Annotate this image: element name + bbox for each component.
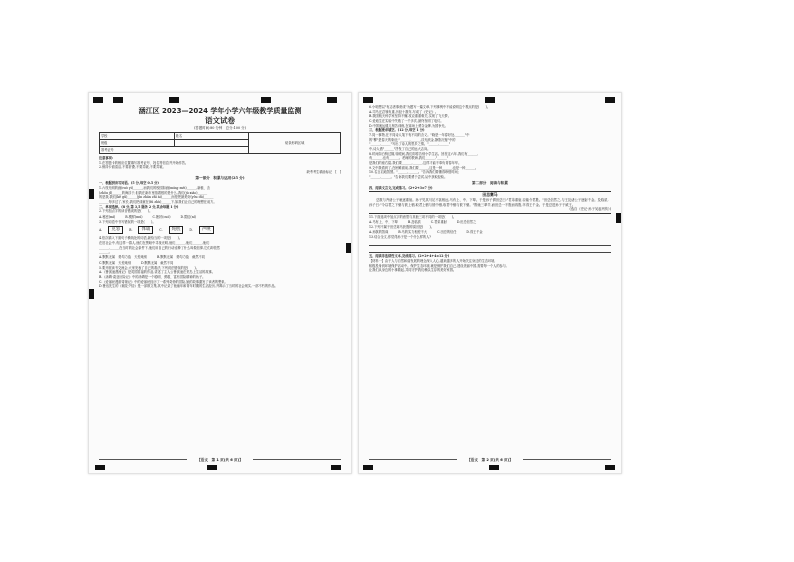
q2-sub3-choices: [99, 261, 341, 265]
page-2-content: [369, 105, 611, 461]
page-footer: 【语文 第 2 页(共 6 页)】: [467, 458, 513, 462]
choice: A.默默无闻 势均力敌 天差地别: [99, 255, 147, 260]
answer-line: [369, 247, 611, 253]
q8-line: 有______,也有______。老师的教诲,我们______,"______": [369, 156, 449, 161]
q7-title: 三、根据要求填空。(12 分,每空 1 分): [369, 128, 425, 133]
q7-line: 的"柳"是春天的象征;"______,______,浮光跃金,静影沉璧"中的: [369, 137, 456, 142]
q2-sub3-line: 在旧社会中,有这样一群人,他们在黑暗中寻找光明,他们______,他们______,他们: [99, 241, 210, 245]
q12-choices: [369, 230, 611, 234]
class-label: 班级: [100, 140, 175, 147]
part2-heading: 第二部分 阅读与积累: [472, 181, 508, 185]
q1-title: 一、根据拼音写词语。(5 分,每空 0.5 分): [99, 181, 159, 186]
q7-line: 中,诗人借"______"抒发了自己的远大志向。: [369, 146, 431, 151]
student-info-table: [99, 132, 341, 154]
registration-mark: [605, 465, 615, 470]
ticket-label: 准考证号: [100, 147, 249, 154]
registration-mark: [89, 289, 94, 299]
registration-mark: [485, 97, 495, 103]
char-box: 克怒: [108, 226, 123, 235]
choice: C.挫折(cuò): [152, 214, 171, 219]
choice: A.秘密(mì): [99, 214, 116, 219]
q2-title: 二、单项选择。(8 分,第 3,5 题各 2 分,其余每题 1 分): [99, 204, 179, 209]
q2-sub1: 2.下列加点字的读音错误的是( )。: [99, 209, 153, 214]
notice-item: 1.在答题卡的相应位置填写准考证号、姓名等信息并开始作答。: [99, 160, 189, 165]
choice: D.得王千金: [466, 230, 483, 235]
section5-line: 积极投身到环境保护活动中。保护生态环境,就是保护我们自己,建设美丽中国,需要每一个人的参与,: [369, 263, 507, 268]
registration-mark: [346, 243, 351, 253]
q2-sub2: 3.下列词语中书写错误的一项是( )。: [99, 219, 156, 224]
q13: 13.结合全文,你觉得孙子是一个什么样的人?: [369, 235, 431, 240]
q2-sub4-choice: A.《鲁滨逊漂流记》是英国笛福的作品,讲述了主人公鲁滨逊在荒岛上生活的故事。: [99, 270, 215, 275]
q7-line: 7.同一事物,在不同诗人笔下有不同的含义。"晓是一年春好处,______"中: [369, 132, 470, 137]
exam-meta: (答题时间:80 分钟 总分:100 分): [194, 126, 246, 130]
registration-mark: [489, 465, 499, 470]
registration-mark: [363, 97, 373, 103]
school-label: 学校: [100, 133, 175, 140]
section5-title: 五、阅读非连续性文本,完成练习。(2+2+4+4=12 分): [369, 254, 450, 259]
page-footer: 【语文 第 1 页(共 6 页)】: [197, 458, 243, 462]
q6-choice: A.司马迁忍辱负重,历经十数年,写成了《史记》。: [369, 109, 439, 114]
passage-source: (选自《史记·孙子吴起列传》): [569, 207, 611, 212]
passage-text: 忌数与齐诸公子驰逐重射。孙子见其马足不甚相远,马有上、中、下辈。于是孙子谓田忌曰:"君弟重射,臣能令君胜。"田忌信然之,与王及诸公子逐射千金。及临质,孙子曰:"今以君之下驷与彼上驷,取君上驷与彼中驷,取君中驷与彼下驷。"既驰三辈毕,而田忌一不胜而再胜,卒得王千金。于是忌进孙子于威王。: [369, 197, 609, 207]
section5-line: 让我们从身边的小事做起,共同守护我们赖以生存的美好家园。: [369, 268, 457, 273]
q9: 9.文中我看到了,在困难面前,我们要______,这是一种______,也是一种______。: [369, 165, 479, 170]
part1-heading: 第一部分 积累与运用(25 分): [195, 176, 245, 181]
absent-mark: 缺考考生填涂标记 [ ]: [306, 170, 341, 175]
q2-sub4: 5.要开展读书交流会,大家发表了自己的看法,下列说法错误的是( )。: [99, 265, 199, 270]
exam-title: 涵江区 2023—2024 学年小学六年级教学质量监测: [138, 107, 302, 115]
char-box: 声唤: [199, 226, 214, 235]
q2-sub1-choices: [99, 215, 341, 219]
choice: B.及临质: [407, 219, 421, 224]
char-box: 体诵: [138, 226, 153, 235]
answer-line: [369, 240, 611, 246]
q11-choices: [369, 220, 611, 224]
q6-choice: D.中国奥运健儿刻苦训练,在赛场上勇夺金牌,为国争光。: [369, 123, 448, 128]
name-label: 姓名: [174, 133, 249, 140]
choice: D.默默无闻 截然不同: [141, 260, 174, 265]
q2-sub4-choice: C.《爱丽丝漫游奇境记》中的爱丽丝经历了一系列奇妙的冒险,她的故事激发了读者的想象。: [99, 279, 228, 284]
page-1-content: [99, 105, 341, 461]
registration-mark: [169, 97, 179, 103]
q12: 12.下列不属于田忌赛马获胜的原因是( )。: [369, 225, 434, 229]
choice: D.霓虹(ní): [180, 214, 196, 219]
registration-mark: [207, 465, 217, 470]
barcode-area: 贴条形码区域: [249, 133, 341, 154]
exam-subject-title: 语文试卷: [205, 116, 235, 125]
registration-mark: [331, 465, 341, 470]
q2-sub4-choice: D.鲁迅先生的《朝花夕拾》是一部散文集,其中记录了他童年和青年时期的生活经历,并揭示了当时的社会现实,一部不朽的作品。: [99, 284, 278, 289]
registration-mark: [89, 189, 94, 199]
q10-line: "______,______。"告诉我们要勇于尝试,从中获取经验。: [369, 174, 448, 179]
q8-line: 是我们的座右铭,我们要______,______,这样才能不辜负青春年华。: [369, 160, 462, 165]
choice: C.田忌的信任: [437, 230, 457, 235]
q11: 11.下面选项中加点字的意思与其他三项不同的一项是( )。: [369, 214, 457, 219]
notice-item: 2.保持卡面清洁,不要折叠,不要弄破,不要弄皱。: [99, 165, 166, 170]
registration-mark: [605, 97, 615, 103]
choice: A.孙膑的智谋: [369, 230, 389, 235]
choice: B.马的实力相差不大: [398, 230, 428, 235]
choice: A.马有上、中、下辈: [369, 219, 398, 224]
choice: B.模样(mú): [125, 214, 143, 219]
registration-mark: [113, 97, 123, 103]
passage-title: 田忌赛马: [482, 192, 498, 198]
exam-page-1: [88, 92, 352, 474]
registration-mark: [363, 465, 373, 470]
registration-mark: [616, 213, 621, 223]
q2-sub3-line: ______。: [99, 250, 112, 255]
choice: D.田忌信然之: [456, 219, 477, 224]
registration-mark: [95, 465, 105, 470]
q2-sub3-line: ______,______在当时的社会条件下,他们用自己的行动诠释了什么叫做信仰,它们却依然: [99, 245, 220, 250]
q1-line: ______每多过了,家长,我们把成就在(fú zhù)______下,如我们让自己的理想在前方。: [99, 200, 217, 205]
q8-line: 8.时间如白驹过隙,转眼间,我们即将告别小学生活。回首这六年,我们有______,: [369, 151, 479, 156]
section5-line: 【材料一】由于人与自然和谐发展的理念深入人心,越来越多的人开始关注身边的生态环境,: [369, 259, 496, 264]
q1-line: (zhǒu jǐ)______的海浮于,但我在新市里指着根的是什么,我们(jù xiǎo)______: [99, 190, 208, 195]
classical-passage: [369, 191, 611, 213]
registration-mark: [327, 97, 337, 103]
q2-sub3-choices: [99, 255, 341, 259]
exam-page-2: [358, 92, 622, 474]
registration-mark: [93, 97, 103, 103]
q10-line: 10.名言启迪智慧。"______,______。"告诉我们要懂得珍惜时间;: [369, 170, 459, 175]
choice: B.默默无闻 势均力敌 截然不同: [156, 255, 205, 260]
q1-line: 1.六枝光明的画(ruò yì)______,而我们的校园如画(míng mèi)______,新植、含: [99, 186, 210, 191]
q2-sub3: 4.依次填入下面句子横线处的词语,最恰当的一项是( )。: [99, 236, 183, 241]
q7-line: "______,______"写出了诗人的思乡之情。"______,______": [369, 142, 451, 147]
q6: 6.小明想以"有志者事竟成"为题写一篇文章,下列事例中不能说明这个观点的是( )。: [369, 105, 491, 109]
section4-title: 四、阅读文言文,完成练习。(2+2+3=7 分): [369, 186, 433, 191]
q6-choice: C.爱迪生在实验中失败了一千多次,最终发明了电灯。: [369, 118, 444, 123]
notice-title: 注意事项:: [99, 156, 113, 161]
choice: C.君弟重射: [430, 219, 447, 224]
q2-sub4-choice: B.《汤姆·索亚历险记》中的汤姆是一个聪明、勇敢、富有冒险精神的孩子。: [99, 275, 206, 280]
box-choices: A. 克怒 B. 体诵 C. 炖糕 D. 声唤: [99, 226, 341, 235]
q6-choice: B.我国航天科学家坚持不懈,攻克重重难关,实现了飞天梦。: [369, 114, 451, 119]
q1-line: 的是我,我们(kě gǔ)______(jīn zhǎn zhī ài)______而是把最美好(yǒu dú)______: [99, 195, 214, 200]
choice: C.默默无闻 天差地别: [99, 260, 132, 265]
registration-mark: [261, 97, 271, 103]
char-box: 炖糕: [169, 226, 184, 235]
